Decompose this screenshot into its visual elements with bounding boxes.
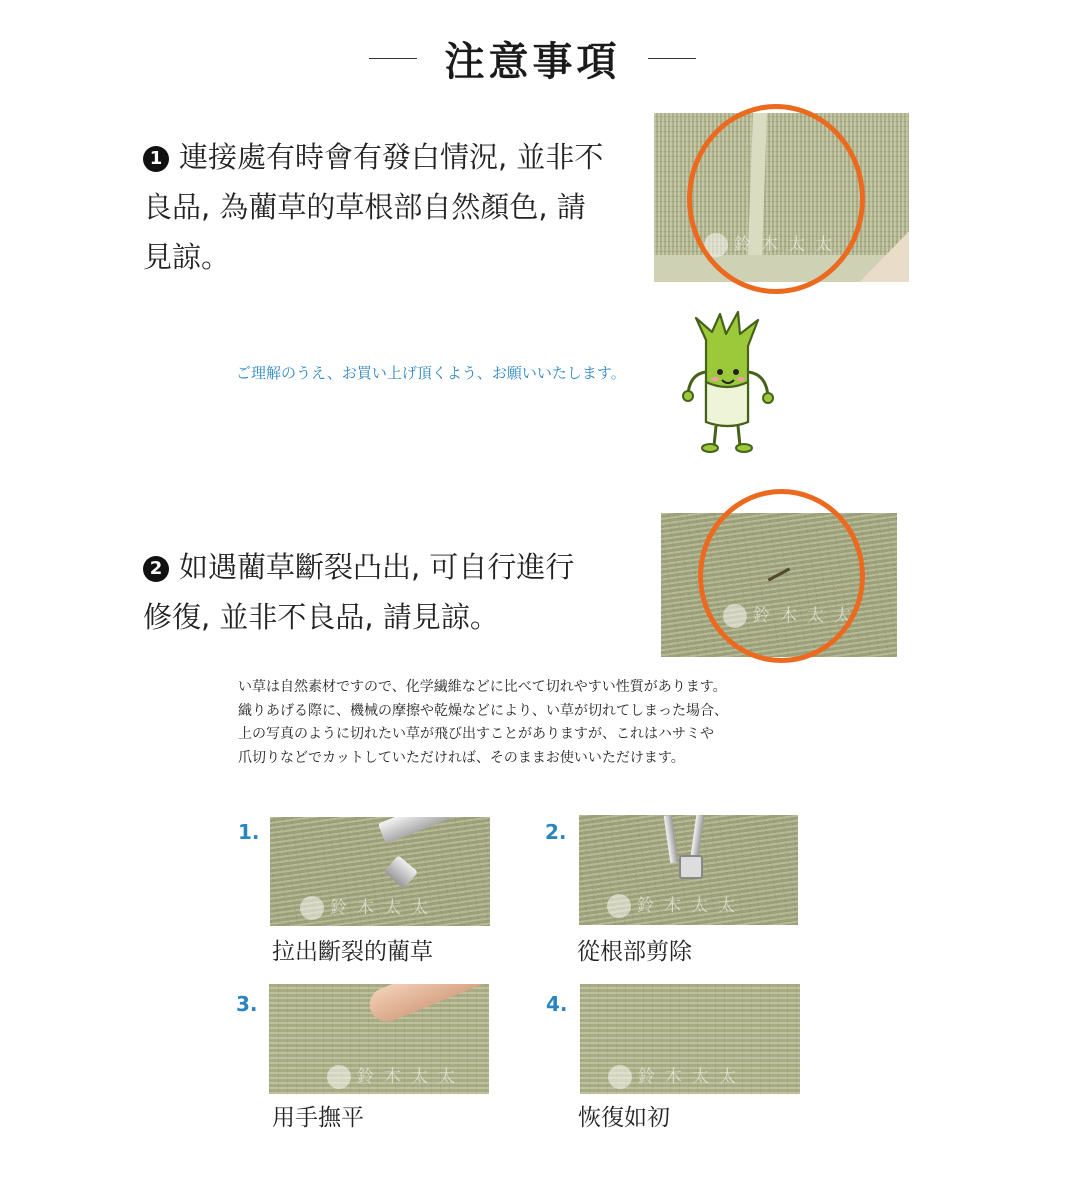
number-two-icon: 2 [143,556,169,582]
photo-watermark: 鈴木太太 [723,601,861,628]
title-left-rule [369,58,417,59]
scissors-pivot [679,855,703,879]
step-3-number: 3. [236,992,258,1016]
highlight-circle-2 [698,489,865,663]
step-2-number: 2. [545,820,567,844]
notice-line-1: い草は自然素材ですので、化学繊維などに比べて切れやすい性質があります。 [238,679,727,695]
step-2-photo [579,815,798,925]
clipper-body [378,817,490,844]
highlight-circle-1 [687,104,865,294]
step-1-caption: 拉出斷裂的藺草 [272,939,433,965]
notice-line-4: 爪切りなどでカットしていただければ、そのままお使いいただけます。 [238,749,685,766]
clipper-tip [384,855,418,889]
igusa-mascot-icon [682,310,774,455]
photo-watermark: 鈴木太太 [300,893,438,920]
photo-watermark: 鈴木太太 [327,1062,465,1089]
step-1-photo [270,817,490,926]
japanese-notice [238,676,818,770]
number-one-icon: 1 [143,146,169,172]
watermark-logo-icon [608,1065,632,1089]
watermark-logo-icon [327,1065,351,1089]
title-right-rule [648,58,696,59]
note-2-line-2: 修復, 並非不良品, 請見諒。 [143,600,499,634]
scissors-blade-left [664,815,679,863]
note-1-line-3: 見諒。 [143,240,231,274]
notice-line-2: 織りあげる際に、機械の摩擦や乾燥などにより、い草が切れてしまった場合、 [238,702,728,719]
watermark-logo-icon [300,896,324,920]
note-2 [143,542,643,642]
step-3-caption: 用手撫平 [272,1105,364,1131]
step-4-caption: 恢復如初 [578,1105,670,1131]
finger [365,984,489,1027]
step-2-caption: 從根部剪除 [577,939,692,965]
understanding-message: ご理解のうえ、お買い上げ頂くよう、お願いいたします。 [236,364,626,382]
notice-line-3: 上の写真のように切れたい草が飛び出すことがありますが、これはハサミや [238,726,714,742]
photo-watermark: 鈴木太太 [607,891,745,918]
page-title: 注意事項 [444,38,621,85]
step-1-number: 1. [238,820,260,844]
step-4-photo [580,984,800,1094]
photo-watermark: 鈴木太太 [608,1062,746,1089]
note-2-line-1: 2 如遇藺草斷裂凸出, 可自行進行 [143,542,643,592]
note-1 [143,132,643,282]
step-3-photo [269,984,489,1094]
note-1-line-2: 良品, 為藺草的草根部自然顏色, 請 [143,190,586,224]
step-4-number: 4. [546,992,568,1016]
page-header [0,30,1065,90]
photo-watermark: 鈴木太太 [704,230,842,257]
watermark-logo-icon [607,894,631,918]
note-1-line-1: 1 連接處有時會有發白情況, 並非不 [143,132,643,182]
